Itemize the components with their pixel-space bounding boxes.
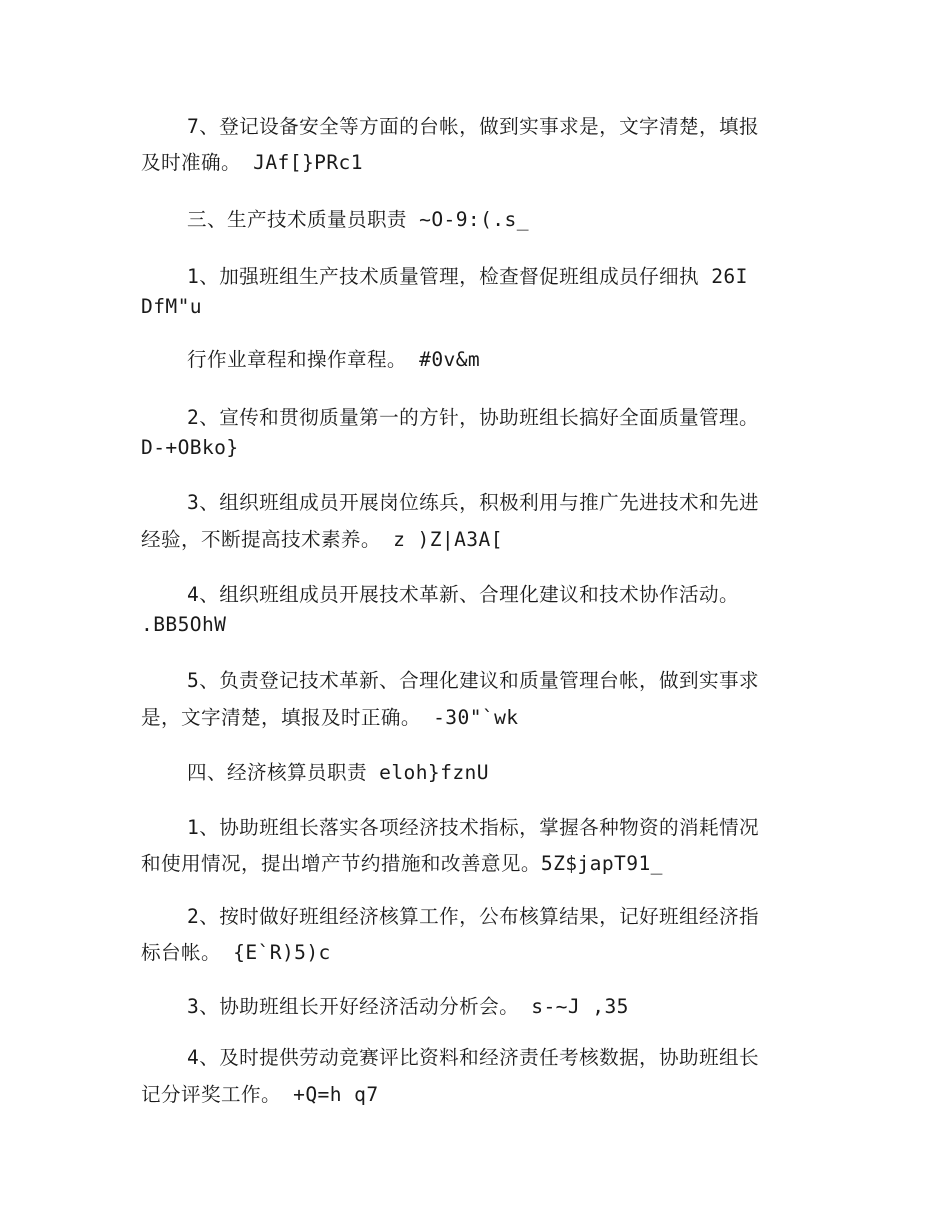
section-heading: 三、生产技术质量员职责 ~O-9:(.s_ <box>187 208 529 231</box>
text-line: 是，文字清楚，填报及时正确。 -30"`wk <box>141 706 519 729</box>
text-line: 3、组织班组成员开展岗位练兵，积极利用与推广先进技术和先进 <box>187 491 760 514</box>
text-line: .BB5OhW <box>141 613 227 636</box>
section-heading: 四、经济核算员职责 eloh}fznU <box>187 761 489 784</box>
text-line: 及时准确。 JAf[}PRc1 <box>141 151 363 174</box>
text-line: 4、组织班组成员开展技术革新、合理化建议和技术协作活动。 <box>187 583 740 606</box>
text-line: 5、负责登记技术革新、合理化建议和质量管理台帐，做到实事求 <box>187 669 760 692</box>
text-line: 行作业章程和操作章程。 #0v&m <box>187 348 481 371</box>
text-line: D-+OBko} <box>141 436 239 459</box>
text-line: 1、协助班组长落实各项经济技术指标，掌握各种物资的消耗情况 <box>187 816 760 839</box>
text-line: 和使用情况，提出增产节约措施和改善意见。5Z$japT91_ <box>141 852 663 875</box>
text-line: 2、宣传和贯彻质量第一的方针，协助班组长搞好全面质量管理。 <box>187 406 760 429</box>
text-line: 2、按时做好班组经济核算工作，公布核算结果，记好班组经济指 <box>187 905 760 928</box>
text-line: DfM"u <box>141 295 202 318</box>
text-line: 4、及时提供劳动竞赛评比资料和经济责任考核数据，协助班组长 <box>187 1046 760 1069</box>
text-line: 1、加强班组生产技术质量管理，检查督促班组成员仔细执 26I <box>187 265 748 288</box>
text-line: 7、登记设备安全等方面的台帐，做到实事求是，文字清楚，填报 <box>187 115 760 138</box>
text-line: 标台帐。 {E`R)5)c <box>141 941 331 964</box>
text-line: 记分评奖工作。 +Q=h q7 <box>141 1083 379 1106</box>
text-line: 3、协助班组长开好经济活动分析会。 s-~J ,35 <box>187 995 629 1018</box>
text-line: 经验，不断提高技术素养。 z )Z|A3A[ <box>141 528 503 551</box>
